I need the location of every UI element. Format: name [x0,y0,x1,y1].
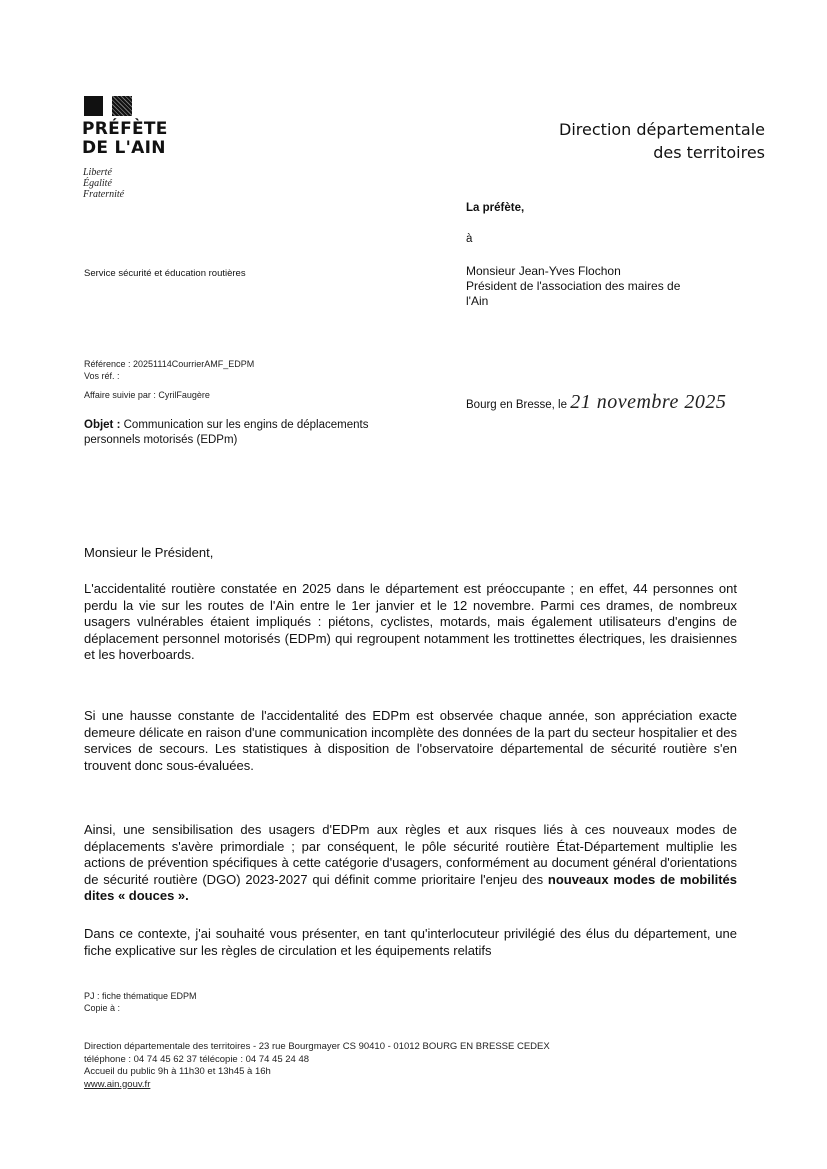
recipient-preposition: à [466,233,473,245]
references-block [84,358,254,382]
motto-liberte: Liberté [83,167,112,178]
recipient-name: Monsieur Jean-Yves Flochon [466,264,621,278]
subject-line [84,418,414,448]
service-name: Service sécurité et éducation routières [84,268,246,279]
paragraph-4: Dans ce contexte, j'ai souhaité vous présenter, en tant qu'interlocuteur privilégié des élus du département, une fiche explicative sur les règles de circulation et les équipements relatifs [84,926,737,958]
recipient-title: Président de l'association des maires de [466,279,681,293]
sender-label: La préfète, [466,202,525,214]
footer-contact [84,1041,550,1091]
paragraph-3 [84,822,737,905]
place-text: Bourg en Bresse, le [466,399,568,411]
paragraph-3-emphasis: nouveaux modes de mobilités dites « douces ». [84,871,737,903]
recipient-title-cont: l'Ain [466,294,489,308]
direction-title-line1: Direction départementale [559,120,765,139]
republic-motto [83,167,124,200]
website-link[interactable]: www.ain.gouv.fr [84,1078,151,1090]
footer-phone: téléphone : 04 74 45 62 37 télécopie : 04 74 45 24 48 [84,1053,310,1065]
subject-text: Communication sur les engins de déplacements personnels motorisés (EDPm) [84,419,369,446]
annex-block [84,990,197,1014]
prefecture-title [82,120,168,158]
footer-hours: Accueil du public 9h à 11h30 et 13h45 à 16h [84,1066,271,1077]
paragraph-2: Si une hausse constante de l'accidentalité des EDPm est observée chaque année, son appréciation exacte demeure délicate en raison d'une communication incomplète des données de la part du secteur hospitalier et des services de secours. Les statistiques à disposition de l'observatoire départemental de sécurité routière s'en trouvent donc sous-évaluées. [84,708,737,773]
paragraph-1: L'accidentalité routière constatée en 2025 dans le département est préoccupante ; en effet, 44 personnes ont perdu la vie sur les routes de l'Ain entre le 1er janvier et le 12 novembre. Parmi ces drames, de nombreux usagers vulnérables étaient impliqués : piétons, cyclistes, motards, mais également utilisateurs d'engins de déplacement personnel motorisés (EDPm) qui regroupent notamment les trottinettes électriques, les draisiennes et les hoverboards. [84,581,737,662]
attachment-note: PJ : fiche thématique EDPM [84,991,197,1001]
direction-title [559,118,765,164]
footer-address: Direction départementale des territoires - 23 rue Bourgmayer CS 90410 - 01012 BOURG EN BRESSE CEDEX [84,1041,550,1052]
reference-number: Référence : 20251114CourrierAMF_EDPM [84,359,255,369]
motto-fraternite: Fraternité [83,189,125,200]
handwritten-date: 21 novembre 2025 [570,391,727,413]
paragraph-3-text: Ainsi, une sensibilisation des usagers d'EDPm aux règles et aux risques liés à ces nouveaux modes de déplacements s'avère primordiale ; par conséquent, le pôle sécurité routière État-Département multiplie les actions de prévention spécifiques à cette catégorie d'usagers, conformément au document général d'orientations de sécurité routière (DGO) 2023-2027 qui définit comme prioritaire l'enjeu des [84,822,737,887]
place-date [466,391,726,414]
subject-label: Objet : [84,419,121,431]
direction-title-line2: des territoires [653,143,765,162]
vos-ref: Vos réf. : [84,371,120,381]
affaire-suivie: Affaire suivie par : CyrilFaugère [84,390,210,400]
prefecture-title-line1: PRÉFÈTE [82,119,168,139]
marianne-logo-icon [84,96,136,116]
salutation: Monsieur le Président, [84,545,214,560]
recipient-address [466,264,680,309]
copy-to: Copie à : [84,1003,121,1013]
motto-egalite: Égalité [83,178,112,189]
prefecture-title-line2: DE L'AIN [82,138,166,158]
